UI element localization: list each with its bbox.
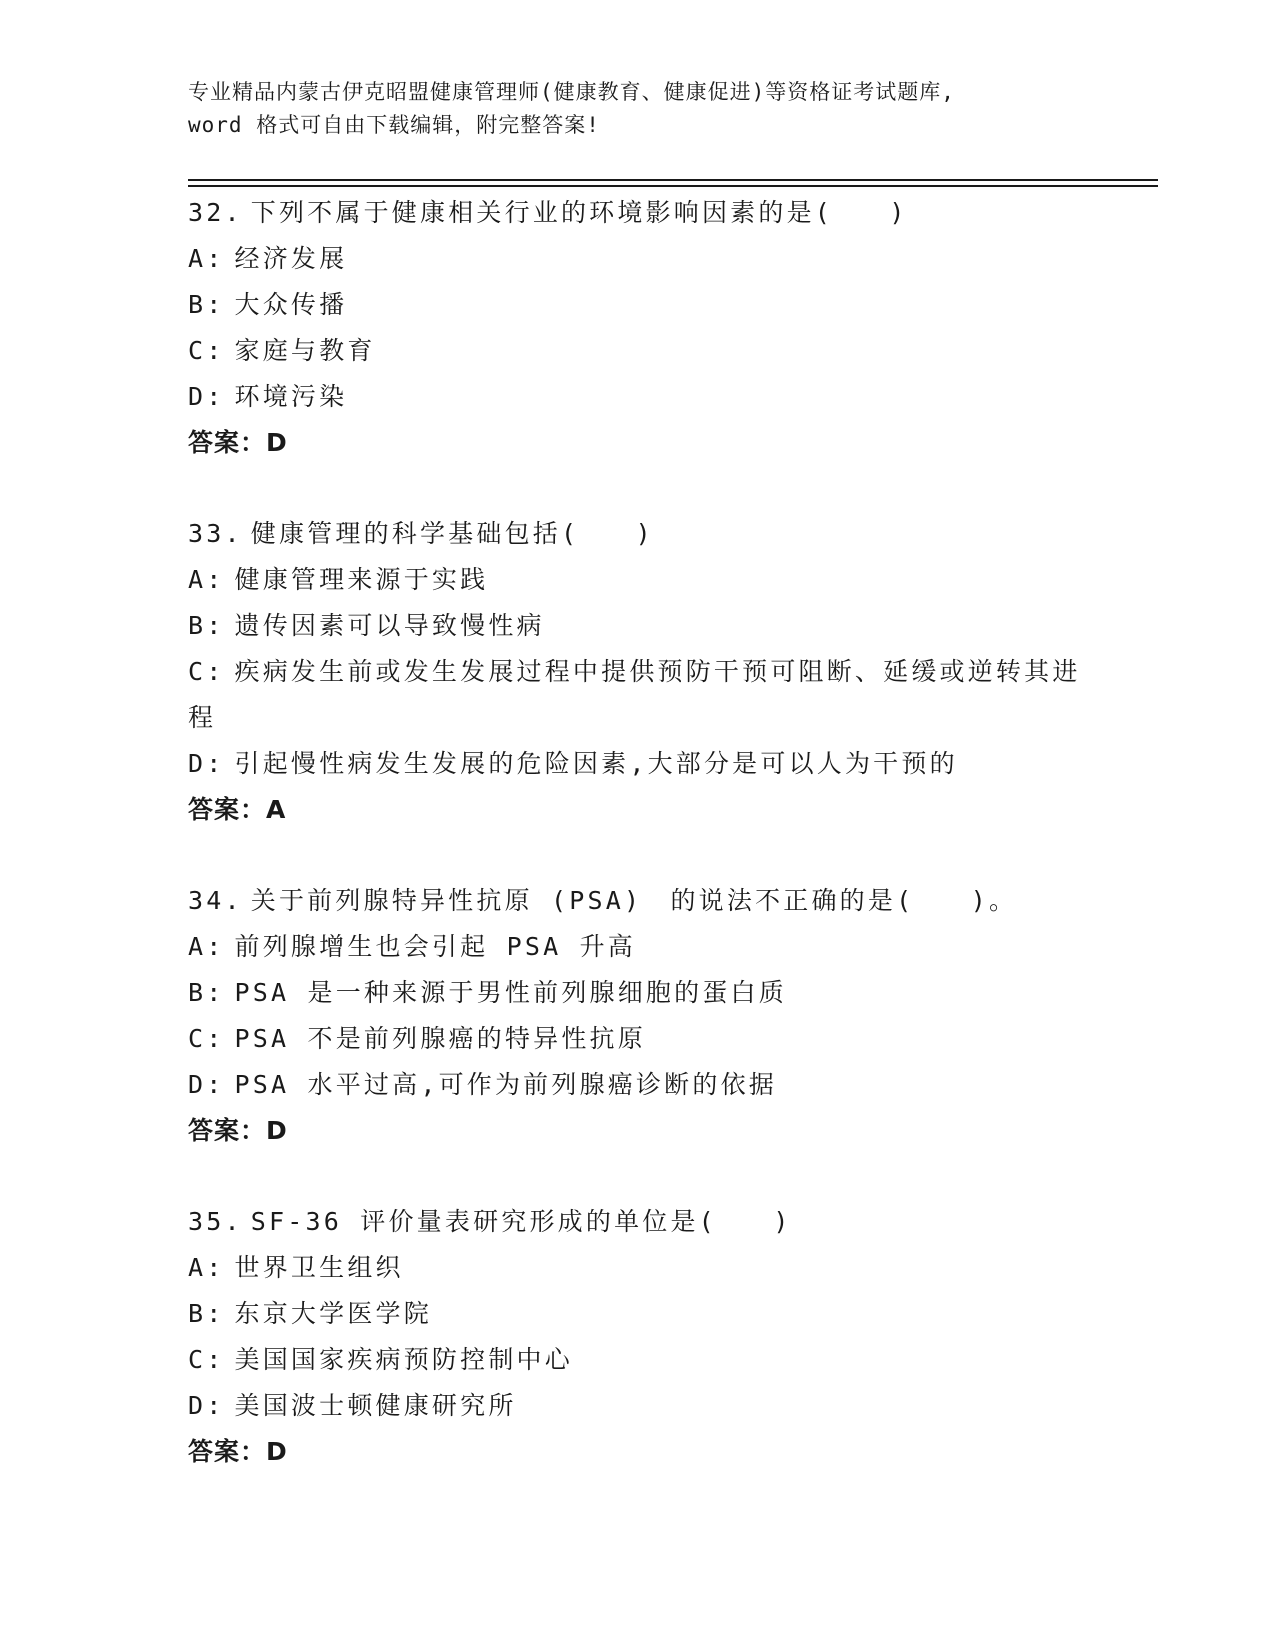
question-number: 32. xyxy=(188,198,243,227)
option-a xyxy=(188,924,1088,970)
option-text: 健康管理来源于实践 xyxy=(234,565,489,594)
answer: 答案：A xyxy=(188,795,287,824)
option-text: PSA 不是前列腺癌的特异性抗原 xyxy=(234,1024,646,1053)
option-text: 东京大学医学院 xyxy=(234,1299,432,1328)
answer: 答案：D xyxy=(188,1437,288,1466)
option-d xyxy=(188,1383,1088,1429)
document-header xyxy=(188,76,1068,142)
question-32 xyxy=(188,190,1088,466)
option-text: 遗传因素可以导致慢性病 xyxy=(234,611,545,640)
header-line-1: 专业精品内蒙古伊克昭盟健康管理师(健康教育、健康促进)等资格证考试题库, xyxy=(188,80,955,104)
option-key: A: xyxy=(188,1253,225,1282)
option-text: 疾病发生前或发生发展过程中提供预防干预可阻断、延缓或逆转其进程 xyxy=(188,657,1081,732)
header-divider-bottom xyxy=(188,185,1158,187)
option-d xyxy=(188,741,1088,787)
option-key: D: xyxy=(188,382,225,411)
option-key: B: xyxy=(188,611,225,640)
option-key: D: xyxy=(188,749,225,778)
question-number: 34. xyxy=(188,886,243,915)
option-key: D: xyxy=(188,1070,225,1099)
option-a xyxy=(188,557,1088,603)
option-key: C: xyxy=(188,657,225,686)
header-line-2: word 格式可自由下载编辑，附完整答案! xyxy=(188,113,600,137)
question-33 xyxy=(188,511,1088,833)
option-text: 世界卫生组织 xyxy=(234,1253,404,1282)
option-key: B: xyxy=(188,978,225,1007)
option-a xyxy=(188,1245,1088,1291)
question-text: 健康管理的科学基础包括( ) xyxy=(250,519,654,548)
option-text: 大众传播 xyxy=(234,290,348,319)
question-number: 33. xyxy=(188,519,243,548)
question-stem xyxy=(188,190,1088,236)
question-34 xyxy=(188,878,1088,1154)
option-key: B: xyxy=(188,290,225,319)
option-text: 引起慢性病发生发展的危险因素,大部分是可以人为干预的 xyxy=(234,749,958,778)
option-c xyxy=(188,328,1088,374)
option-a xyxy=(188,236,1088,282)
option-key: A: xyxy=(188,244,225,273)
header-divider-top xyxy=(188,179,1158,181)
option-key: C: xyxy=(188,1345,225,1374)
option-text: 经济发展 xyxy=(234,244,348,273)
option-key: A: xyxy=(188,565,225,594)
question-text: 关于前列腺特异性抗原 (PSA) 的说法不正确的是( )。 xyxy=(250,886,1018,915)
option-c xyxy=(188,1337,1088,1383)
question-stem xyxy=(188,1199,1088,1245)
option-text: PSA 水平过高,可作为前列腺癌诊断的依据 xyxy=(234,1070,777,1099)
question-text: SF-36 评价量表研究形成的单位是( ) xyxy=(250,1207,792,1236)
option-text: 美国国家疾病预防控制中心 xyxy=(234,1345,573,1374)
option-key: C: xyxy=(188,336,225,365)
option-text: 家庭与教育 xyxy=(234,336,376,365)
answer: 答案：D xyxy=(188,1116,288,1145)
option-c xyxy=(188,1016,1088,1062)
option-text: 环境污染 xyxy=(234,382,348,411)
question-stem xyxy=(188,878,1088,924)
question-number: 35. xyxy=(188,1207,243,1236)
question-stem xyxy=(188,511,1088,557)
answer: 答案：D xyxy=(188,428,288,457)
option-b xyxy=(188,282,1088,328)
option-text: PSA 是一种来源于男性前列腺细胞的蛋白质 xyxy=(234,978,787,1007)
option-key: C: xyxy=(188,1024,225,1053)
question-text: 下列不属于健康相关行业的环境影响因素的是( ) xyxy=(250,198,908,227)
option-key: D: xyxy=(188,1391,225,1420)
option-text: 前列腺增生也会引起 PSA 升高 xyxy=(234,932,636,961)
option-c xyxy=(188,649,1088,741)
option-key: B: xyxy=(188,1299,225,1328)
question-35 xyxy=(188,1199,1088,1475)
option-text: 美国波士顿健康研究所 xyxy=(234,1391,517,1420)
option-b xyxy=(188,1291,1088,1337)
option-d xyxy=(188,374,1088,420)
option-d xyxy=(188,1062,1088,1108)
option-key: A: xyxy=(188,932,225,961)
option-b xyxy=(188,603,1088,649)
option-b xyxy=(188,970,1088,1016)
question-list xyxy=(188,190,1088,1520)
